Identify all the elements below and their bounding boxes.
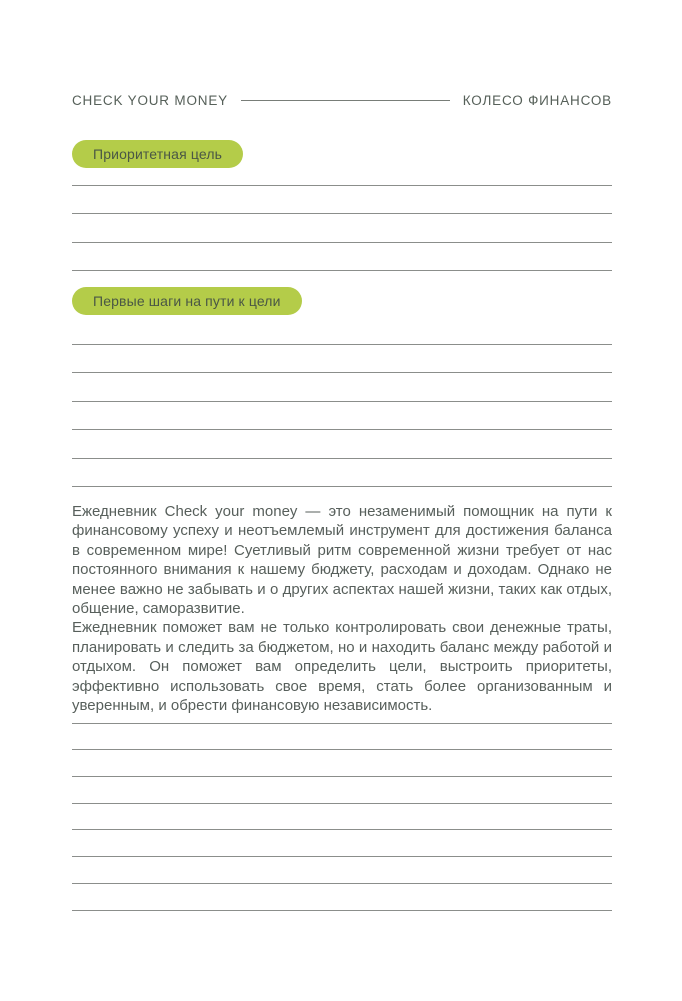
header-divider-line	[241, 100, 450, 101]
writing-line	[72, 724, 612, 751]
header-right-title: КОЛЕСО ФИНАНСОВ	[462, 92, 612, 108]
writing-line	[72, 857, 612, 884]
writing-line	[72, 830, 612, 857]
writing-line	[72, 402, 612, 431]
priority-goal-writing-lines	[72, 157, 612, 271]
first-steps-badge	[72, 287, 302, 315]
writing-line	[72, 214, 612, 243]
writing-line	[72, 316, 612, 345]
first-steps-badge-label: Первые шаги на пути к цели	[93, 293, 281, 309]
writing-line	[72, 243, 612, 272]
writing-line	[72, 459, 612, 488]
writing-line	[72, 373, 612, 402]
page-header	[72, 92, 612, 108]
writing-line	[72, 186, 612, 215]
priority-goal-badge-label: Приоритетная цель	[93, 146, 223, 162]
header-left-title: CHECK YOUR MONEY	[72, 92, 228, 108]
intro-text	[72, 502, 612, 715]
writing-line	[72, 157, 612, 186]
writing-line	[72, 777, 612, 804]
writing-line	[72, 697, 612, 724]
first-steps-writing-lines	[72, 316, 612, 487]
intro-paragraph-2: Ежедневник поможет вам не только контролировать свои денежные траты, планировать и следить за бюджетом, но и находить баланс между работой и отдыхом. Он поможет вам определить цели, выстроить приоритеты, эффективно использовать свое время, стать более организованным и уверенным, и обрести финансовую независимость.	[72, 619, 612, 715]
writing-line	[72, 884, 612, 911]
writing-line	[72, 345, 612, 374]
writing-line	[72, 750, 612, 777]
writing-line	[72, 430, 612, 459]
intro-paragraph-1: Ежедневник Check your money — это незаменимый помощник на пути к финансовому успеху и неотъемлемый инструмент для достижения баланса в современном мире! Суетливый ритм современной жизни требует от нас постоянного внимания к нашему бюджету, расходам и доходам. Однако не менее важно не забывать и о других аспектах нашей жизни, таких как отдых, общение, саморазвитие.	[72, 503, 612, 618]
notes-writing-lines	[72, 697, 612, 911]
writing-line	[72, 804, 612, 831]
